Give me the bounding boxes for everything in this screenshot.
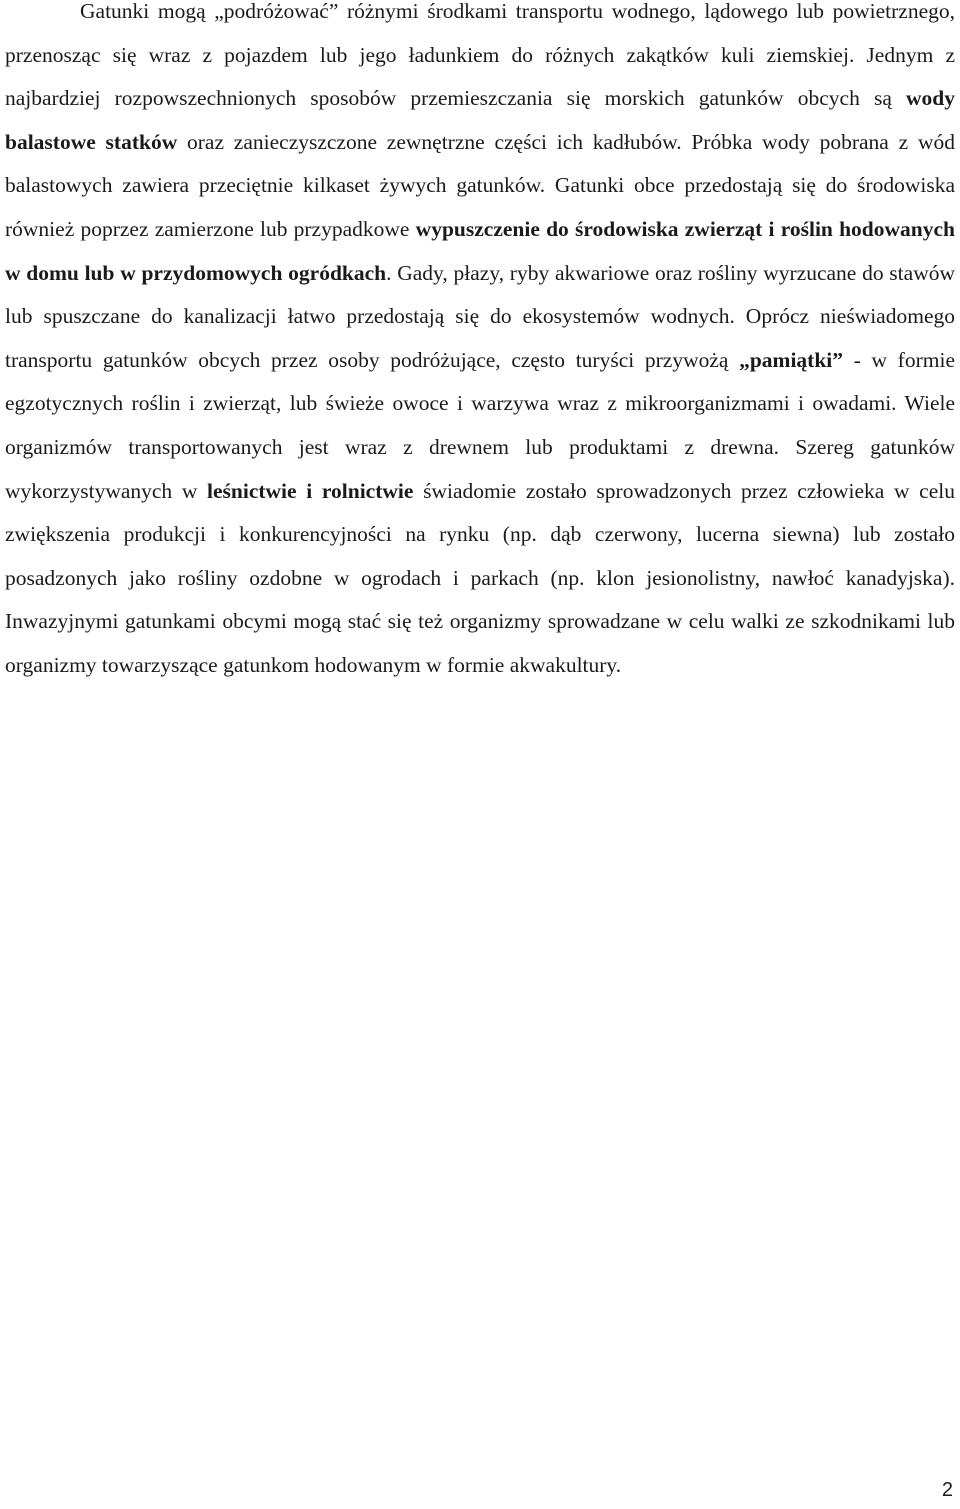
paragraph-text-segment: - w formie egzotycznych roślin i zwierząt, lub świeże owoce i warzywa wraz z mikroorganizmami i owadami. Wiele organizmów transportowanych jest wraz z drewnem lub produktami z drewna. Szereg gatunków wykorzystywanych w xyxy=(5,347,955,503)
bold-phrase-forestry-agriculture: leśnictwie i rolnictwie xyxy=(207,478,414,503)
paragraph-text-segment: świadomie zostało sprowadzonych przez człowieka w celu zwiększenia produkcji i konkurencyjności na rynku (np. dąb czerwony, lucerna siewna) lub zostało posadzonych jako rośliny ozdobne w ogrodach i parkach (np. klon jesionolistny, nawłoć kanadyjska). Inwazyjnymi gatunkami obcymi mogą stać się też organizmy sprowadzane w celu walki ze szkodnikami lub organizmy towarzyszące gatunkom hodowanym w formie akwakultury. xyxy=(5,478,955,677)
paragraph-text-segment: . Gady, płazy, ryby akwariowe oraz rośliny wyrzucane do stawów lub spuszczane do kanalizacji łatwo przedostają się do ekosystemów wodnych. Oprócz nieświadomego transportu gatunków obcych przez osoby podróżujące, często turyści przywożą xyxy=(5,260,955,372)
bold-phrase-ballast-water: wody balastowe statków xyxy=(5,86,955,154)
bold-phrase-release-to-environment: wypuszczenie do środowiska zwierząt i roślin hodowanych w domu lub w przydomowych ogródkach xyxy=(5,216,955,285)
paragraph-text-segment: Gatunki mogą „podróżować” różnymi środkami transportu wodnego, lądowego lub powietrznego, przenosząc się wraz z pojazdem lub jego ładunkiem do różnych zakątków kuli ziemskiej. Jednym z najbardziej rozpowszechnionych sposobów przemieszczania się morskich gatunków obcych są xyxy=(5,0,955,111)
bold-phrase-souvenirs: „pamiątki” xyxy=(739,347,844,372)
paragraph-text-segment: oraz zanieczyszczone zewnętrzne części ich kadłubów. Próbka wody pobrana z wód balastowych zawiera przeciętnie kilkaset żywych gatunków. Gatunki obce przedostają się do środowiska również poprzez zamierzone lub przypadkowe xyxy=(5,129,955,241)
body-paragraph xyxy=(5,0,955,688)
page-number: 2 xyxy=(941,1479,953,1501)
